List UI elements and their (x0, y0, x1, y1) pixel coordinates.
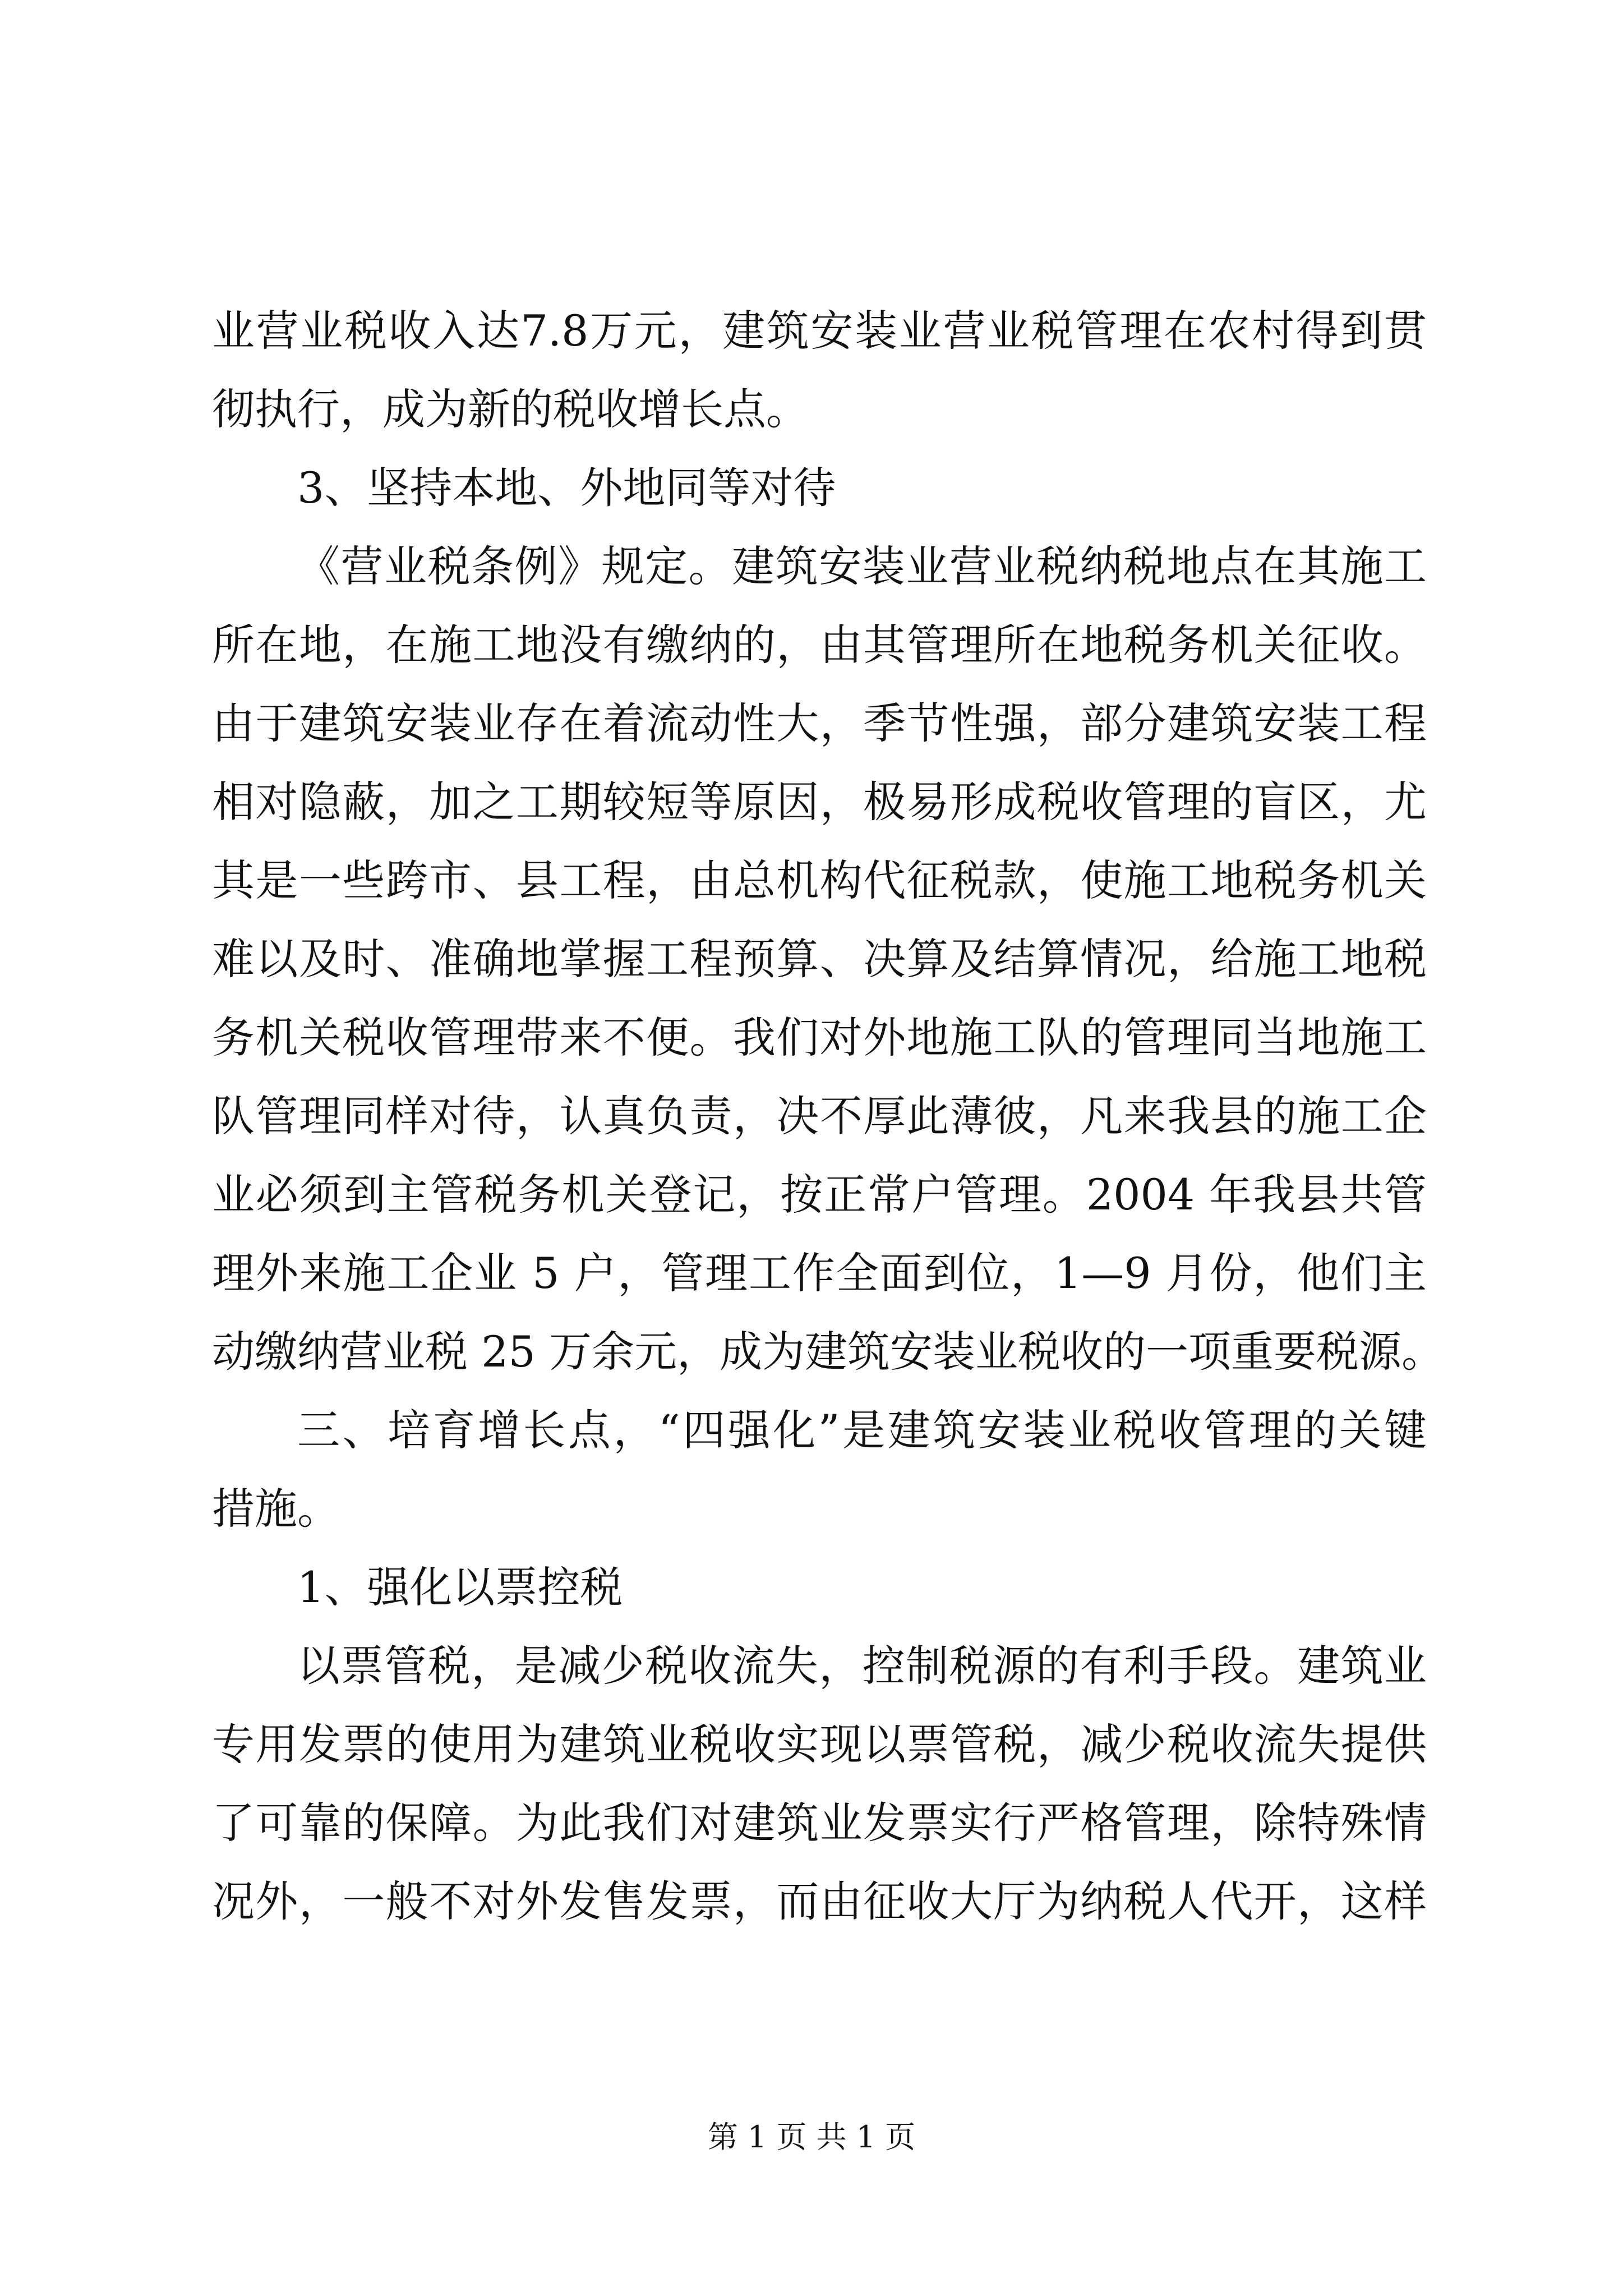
text-line: 相对隐蔽，加之工期较短等原因，极易形成税收管理的盲区，尤 (212, 777, 1427, 827)
text-line: 其是一些跨市、县工程，由总机构代征税款，使施工地税务机关 (212, 855, 1427, 905)
body-text (212, 292, 1445, 1941)
text-line: 难以及时、准确地掌握工程预算、决算及结算情况，给施工地税 (212, 934, 1427, 984)
text-line: 理外来施工企业 5 户，管理工作全面到位，1—9 月份，他们主 (212, 1248, 1427, 1298)
text-line: 业必须到主管税务机关登记，按正常户管理。2004 年我县共管 (212, 1170, 1427, 1220)
page-footer: 第 1 页 共 1 页 (707, 2119, 916, 2155)
text-line: 彻执行，成为新的税收增长点。 (212, 384, 809, 434)
text-line: 《营业税条例》规定。建筑安装业营业税纳税地点在其施工 (297, 541, 1427, 591)
text-line: 1、强化以票控税 (297, 1562, 623, 1612)
text-line: 措施。 (212, 1484, 340, 1534)
text-line: 以票管税，是减少税收流失，控制税源的有利手段。建筑业 (297, 1641, 1427, 1691)
text-line: 专用发票的使用为建筑业税收实现以票管税，减少税收流失提供 (212, 1719, 1427, 1769)
text-line: 3、坚持本地、外地同等对待 (297, 463, 836, 513)
text-line: 队管理同样对待，认真负责，决不厚此薄彼，凡来我县的施工企 (212, 1091, 1427, 1141)
text-line: 三、培育增长点，“四强化”是建筑安装业税收管理的关键 (297, 1405, 1427, 1455)
text-line: 所在地，在施工地没有缴纳的，由其管理所在地税务机关征收。 (212, 620, 1427, 670)
text-line: 由于建筑安装业存在着流动性大，季节性强，部分建筑安装工程 (212, 698, 1427, 748)
text-line: 动缴纳营业税 25 万余元，成为建筑安装业税收的一项重要税源。 (212, 1327, 1445, 1377)
text-line: 务机关税收管理带来不便。我们对外地施工队的管理同当地施工 (212, 1013, 1427, 1062)
text-line: 业营业税收入达7.8万元，建筑安装业营业税管理在农村得到贯 (212, 306, 1427, 356)
text-line: 况外，一般不对外发售发票，而由征收大厅为纳税人代开，这样 (212, 1876, 1427, 1926)
text-line: 了可靠的保障。为此我们对建筑业发票实行严格管理，除特殊情 (212, 1798, 1427, 1848)
